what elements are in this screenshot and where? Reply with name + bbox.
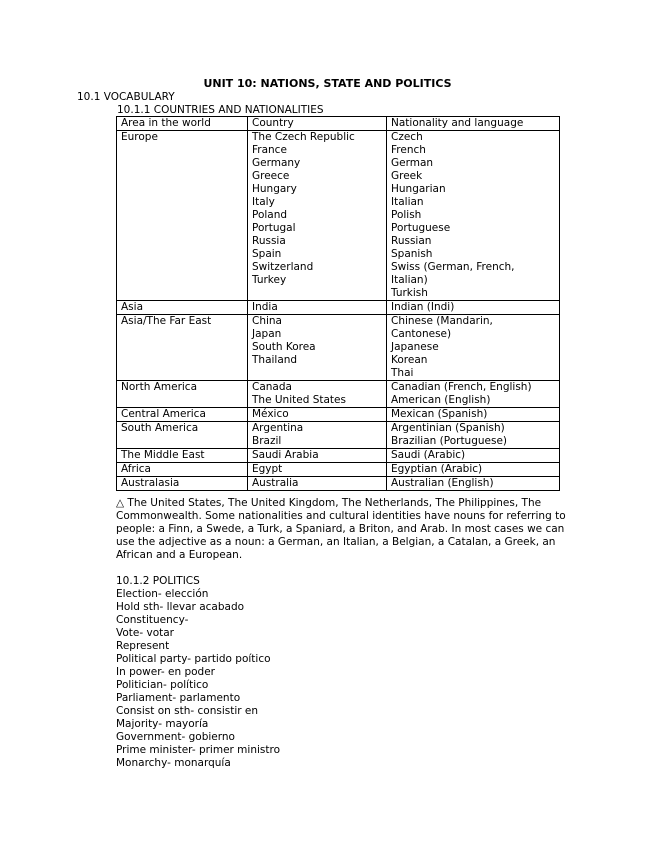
vocab-item: Prime minister- primer ministro	[116, 744, 281, 756]
cell-nationalities	[387, 449, 560, 463]
politics-list	[116, 588, 280, 770]
vocab-item: Represent	[116, 640, 170, 652]
nationality-language: Spanish	[391, 248, 433, 260]
vocab-item: Government- gobierno	[116, 731, 235, 743]
nationality-language: Hungarian	[391, 183, 446, 195]
header-nationality: Nationality and language	[387, 117, 560, 131]
country-name: Japan	[252, 328, 282, 340]
cell-countries	[248, 408, 387, 422]
countries-table	[116, 116, 560, 491]
politics-section	[116, 575, 280, 770]
country-name: France	[252, 144, 287, 156]
cell-nationalities	[387, 422, 560, 449]
country-name: Italy	[252, 196, 275, 208]
nationality-language: Indian (Indi)	[391, 301, 455, 313]
table-row	[117, 381, 560, 408]
nationality-language: Saudi (Arabic)	[391, 449, 466, 461]
nationality-language: Egyptian (Arabic)	[391, 463, 483, 475]
section-heading: 10.1 VOCABULARY	[77, 91, 175, 103]
cell-nationalities	[387, 408, 560, 422]
nationality-language: Cantonese)	[391, 328, 452, 340]
country-name: Egypt	[252, 463, 283, 475]
cell-area: Asia	[117, 301, 248, 315]
nationality-language: Canadian (French, English)	[391, 381, 532, 393]
country-name: Poland	[252, 209, 288, 221]
table-row	[117, 449, 560, 463]
cell-nationalities	[387, 315, 560, 381]
country-name: Brazil	[252, 435, 282, 447]
nationality-language: Turkish	[391, 287, 428, 299]
table-row	[117, 301, 560, 315]
cell-nationalities	[387, 131, 560, 301]
country-name: South Korea	[252, 341, 316, 353]
vocab-item: Politician- político	[116, 679, 209, 691]
vocab-item: Political party- partido poítico	[116, 653, 271, 665]
nationality-language: Swiss (German, French,	[391, 261, 515, 273]
cell-area: Europe	[117, 131, 248, 301]
header-area: Area in the world	[117, 117, 248, 131]
cell-countries	[248, 381, 387, 408]
cell-countries	[248, 449, 387, 463]
cell-area: South America	[117, 422, 248, 449]
cell-area: North America	[117, 381, 248, 408]
table-row	[117, 422, 560, 449]
vocab-item: Parliament- parlamento	[116, 692, 241, 704]
header-country: Country	[248, 117, 387, 131]
cell-area: Australasia	[117, 477, 248, 491]
vocab-item: Monarchy- monarquía	[116, 757, 231, 769]
country-name: India	[252, 301, 278, 313]
nationality-language: German	[391, 157, 434, 169]
cell-countries	[248, 422, 387, 449]
country-name: Saudi Arabia	[252, 449, 319, 461]
page-title: UNIT 10: NATIONS, STATE AND POLITICS	[203, 77, 452, 90]
country-name: The United States	[252, 394, 346, 406]
vocab-item: Election- elección	[116, 588, 209, 600]
nationality-language: Argentinian (Spanish)	[391, 422, 505, 434]
politics-heading: 10.1.2 POLITICS	[116, 575, 200, 587]
nationality-language: Australian (English)	[391, 477, 494, 489]
vocab-item: Hold sth- llevar acabado	[116, 601, 245, 613]
country-name: Russia	[252, 235, 286, 247]
vocab-item: In power- en poder	[116, 666, 215, 678]
vocab-item: Majority- mayoría	[116, 718, 209, 730]
nationality-language: American (English)	[391, 394, 491, 406]
cell-area: Asia/The Far East	[117, 315, 248, 381]
cell-area: The Middle East	[117, 449, 248, 463]
table-header-row	[117, 117, 560, 131]
nationality-language: Portuguese	[391, 222, 451, 234]
nationality-language: Japanese	[391, 341, 439, 353]
country-name: Switzerland	[252, 261, 314, 273]
country-name: The Czech Republic	[252, 131, 355, 143]
nationality-language: Italian)	[391, 274, 428, 286]
cell-nationalities	[387, 477, 560, 491]
nationality-language: Korean	[391, 354, 428, 366]
country-name: Spain	[252, 248, 282, 260]
cell-area: Africa	[117, 463, 248, 477]
nationality-language: Russian	[391, 235, 432, 247]
country-name: Australia	[252, 477, 299, 489]
country-name: México	[252, 408, 289, 420]
nationality-language: Italian	[391, 196, 424, 208]
country-name: Greece	[252, 170, 290, 182]
country-name: Turkey	[252, 274, 287, 286]
table-row	[117, 463, 560, 477]
nationality-language: Greek	[391, 170, 423, 182]
cell-countries	[248, 301, 387, 315]
country-name: Canada	[252, 381, 292, 393]
table-row	[117, 477, 560, 491]
country-name: Argentina	[252, 422, 304, 434]
nationality-language: French	[391, 144, 426, 156]
country-name: Thailand	[252, 354, 298, 366]
nationality-language: Mexican (Spanish)	[391, 408, 488, 420]
country-name: Germany	[252, 157, 301, 169]
nationality-language: Thai	[391, 367, 414, 379]
cell-countries	[248, 315, 387, 381]
nationality-language: Brazilian (Portuguese)	[391, 435, 508, 447]
table-row	[117, 131, 560, 301]
cell-nationalities	[387, 381, 560, 408]
cell-area: Central America	[117, 408, 248, 422]
vocab-item: Vote- votar	[116, 627, 175, 639]
cell-countries	[248, 477, 387, 491]
country-name: China	[252, 315, 282, 327]
country-name: Hungary	[252, 183, 297, 195]
cell-nationalities	[387, 301, 560, 315]
vocab-item: Consist on sth- consistir en	[116, 705, 259, 717]
table-row	[117, 408, 560, 422]
cell-nationalities	[387, 463, 560, 477]
cell-countries	[248, 131, 387, 301]
country-name: Portugal	[252, 222, 296, 234]
nationality-language: Czech	[391, 131, 423, 143]
vocab-item: Constituency-	[116, 614, 189, 626]
subsection-heading: 10.1.1 COUNTRIES AND NATIONALITIES	[117, 104, 324, 116]
nationality-language: Polish	[391, 209, 422, 221]
table-row	[117, 315, 560, 381]
cell-countries	[248, 463, 387, 477]
nationality-language: Chinese (Mandarin,	[391, 315, 493, 327]
note-paragraph: △ The United States, The United Kingdom, The Netherlands, The Philippines, The Commonwealth. Some nationalities and cultural identities have nouns for referring to people: a Finn, a Swede, a Turk, a Spaniard, a Briton, and Arab. In most cases we can use the adjective as a noun: a German, an Italian, a Belgian, a Catalan, a Greek, an African and a European.	[116, 497, 566, 561]
